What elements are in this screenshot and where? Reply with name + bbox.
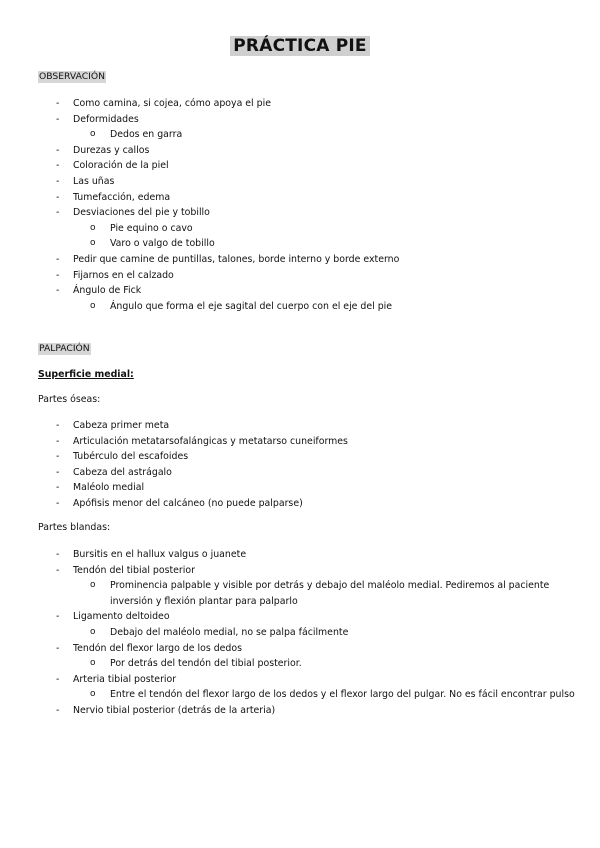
- list-item: - Cabeza primer meta: [56, 418, 576, 434]
- list-item: - Cabeza del astrágalo: [56, 465, 576, 481]
- sub-list-item: o Debajo del maléolo medial, no se palpa fácilmente: [73, 625, 576, 641]
- section-heading-palpacion: PALPACIÓN: [39, 343, 90, 354]
- list-item: - Arteria tibial posterior o Entre el tendón del flexor largo de los dedos y el flexor largo del pulgar. No es fácil encontrar pulso: [56, 672, 576, 703]
- list-item: - Fijarnos en el calzado: [56, 268, 576, 284]
- section-heading-observacion: OBSERVACIÓN: [39, 71, 105, 82]
- page-title-text: PRÁCTICA PIE: [230, 36, 369, 56]
- subheading-superficie-medial: Superficie medial:: [38, 369, 134, 380]
- sub-list-item: o Prominencia palpable y visible por detrás y debajo del maléolo medial. Pediremos al paciente inversión y flexión plantar para palparlo: [73, 578, 576, 609]
- sub-list-item: o Entre el tendón del flexor largo de los dedos y el flexor largo del pulgar. No es fácil encontrar pulso: [73, 687, 576, 703]
- sub-list-item: o Varo o valgo de tobillo: [73, 236, 576, 252]
- page-title: [0, 36, 600, 59]
- observacion-list: [56, 96, 576, 314]
- partes-oseas-list: [56, 418, 576, 512]
- sub-list-item: o Por detrás del tendón del tibial posterior.: [73, 656, 576, 672]
- list-item: - Ligamento deltoideo o Debajo del maléolo medial, no se palpa fácilmente: [56, 609, 576, 640]
- list-item: - Las uñas: [56, 174, 576, 190]
- list-item: - Tendón del tibial posterior o Prominencia palpable y visible por detrás y debajo del maléolo medial. Pediremos al paciente inversión y flexión plantar para palparlo: [56, 563, 576, 610]
- list-item: - Durezas y callos: [56, 143, 576, 159]
- partes-blandas-list: [56, 547, 576, 719]
- list-item: - Deformidades o Dedos en garra: [56, 112, 576, 143]
- list-item: - Nervio tibial posterior (detrás de la arteria): [56, 703, 576, 719]
- list-item: - Tubérculo del escafoides: [56, 449, 576, 465]
- list-item: - Ángulo de Fick o Ángulo que forma el eje sagital del cuerpo con el eje del pie: [56, 283, 576, 314]
- list-item: - Maléolo medial: [56, 480, 576, 496]
- list-item: - Pedir que camine de puntillas, talones, borde interno y borde externo: [56, 252, 576, 268]
- list-item: - Como camina, si cojea, cómo apoya el pie: [56, 96, 576, 112]
- label-partes-oseas: Partes óseas:: [38, 394, 101, 405]
- sub-list-item: o Dedos en garra: [73, 127, 576, 143]
- list-item: - Tumefacción, edema: [56, 190, 576, 206]
- list-item: - Coloración de la piel: [56, 158, 576, 174]
- list-item: - Articulación metatarsofalángicas y metatarso cuneiformes: [56, 434, 576, 450]
- label-partes-blandas: Partes blandas:: [38, 522, 111, 533]
- list-item: - Tendón del flexor largo de los dedos o Por detrás del tendón del tibial posterior.: [56, 641, 576, 672]
- sub-list-item: o Ángulo que forma el eje sagital del cuerpo con el eje del pie: [73, 299, 576, 315]
- list-item: - Bursitis en el hallux valgus o juanete: [56, 547, 576, 563]
- list-item: - Desviaciones del pie y tobillo o Pie equino o cavo o Varo o valgo de tobillo: [56, 205, 576, 252]
- sub-list-item: o Pie equino o cavo: [73, 221, 576, 237]
- list-item: - Apófisis menor del calcáneo (no puede palparse): [56, 496, 576, 512]
